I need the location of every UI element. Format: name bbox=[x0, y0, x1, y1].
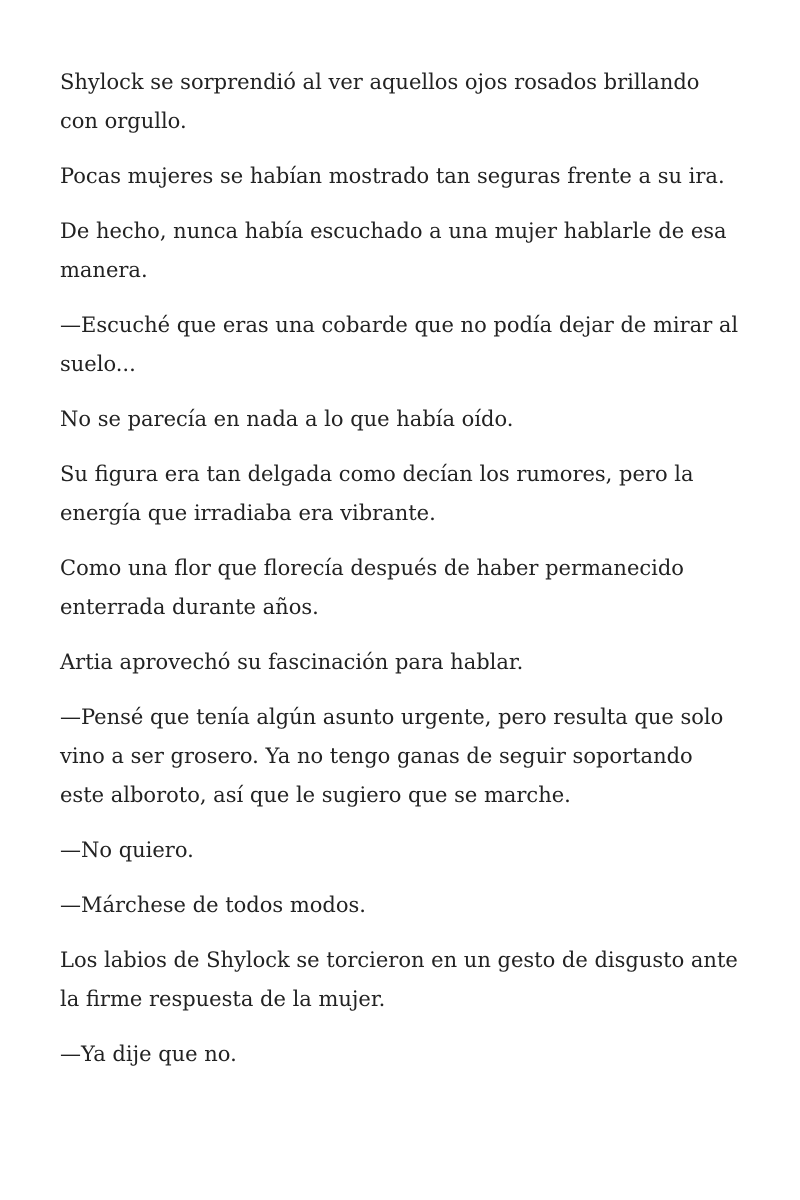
dialogue-paragraph: —Márchese de todos modos. bbox=[60, 893, 366, 917]
paragraph: Los labios de Shylock se torcieron en un gesto de disgusto ante la firme respuesta de la mujer. bbox=[60, 948, 738, 1011]
dialogue-paragraph: —Ya dije que no. bbox=[60, 1042, 237, 1066]
dialogue-paragraph: —Pensé que tenía algún asunto urgente, pero resulta que solo vino a ser grosero. Ya no tengo ganas de seguir soportando este alboroto, así que le sugiero que se marche. bbox=[60, 705, 724, 807]
paragraph: De hecho, nunca había escuchado a una mujer hablarle de esa manera. bbox=[60, 219, 727, 282]
paragraph: Shylock se sorprendió al ver aquellos ojos rosados brillando con orgullo. bbox=[60, 70, 700, 133]
dialogue-paragraph: —Escuché que eras una cobarde que no podía dejar de mirar al suelo... bbox=[60, 313, 739, 376]
paragraph: Pocas mujeres se habían mostrado tan seguras frente a su ira. bbox=[60, 164, 725, 188]
dialogue-paragraph: —No quiero. bbox=[60, 838, 194, 862]
paragraph: Como una flor que florecía después de haber permanecido enterrada durante años. bbox=[60, 556, 684, 619]
paragraph: Su figura era tan delgada como decían los rumores, pero la energía que irradiaba era vibrante. bbox=[60, 462, 694, 525]
paragraph: No se parecía en nada a lo que había oído. bbox=[60, 407, 514, 431]
paragraph: Artia aprovechó su fascinación para hablar. bbox=[60, 650, 524, 674]
